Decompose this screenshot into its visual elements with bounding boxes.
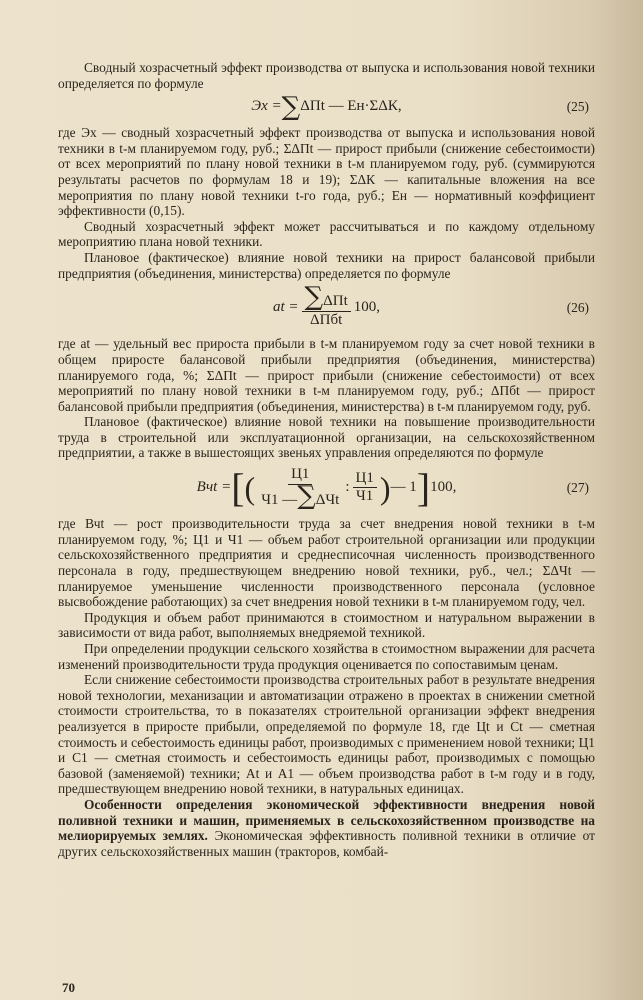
colon: :: [345, 478, 350, 495]
denominator: ΔПбt: [310, 311, 343, 328]
paragraph: где Вчt — рост производительности труда за счет внедрения новой техники в t-м планируемом году, %; Ц1 и Ч1 — объем работ строительной организации или продукции сельскохозяйственного предприятия и среднесписочная численность производственного персонала в году, предшествующем внедрению новой техники, руб., чел.; ΣΔЧt — планируемое уменьшение численности производственного персонала (условное высвобождение работающих) за счет внедрения новой техники в t-м планируемом году, чел.: [58, 516, 595, 610]
formula-25: [58, 92, 595, 123]
section-heading: Особенности определения экономической эффективности внедрения новой поливной техники и машин, применяемых в сельскохозяйственном производстве на мелиорируемых землях.: [58, 796, 595, 844]
numerator: Ц1: [288, 467, 312, 485]
paragraph: При определении продукции сельского хозяйства в стоимостном выражении для расчета изменений производительности труда продукция оценивается по сопоставимым ценам.: [58, 641, 595, 672]
formula-26: [58, 282, 595, 328]
formula-tail: 100,: [353, 298, 380, 315]
fraction-a: [258, 466, 342, 511]
paragraph: Сводный хозрасчетный эффект производства от выпуска и использования новой техники определяется по формуле: [58, 60, 595, 91]
sum-symbol: ∑: [304, 282, 324, 313]
denominator-right: ΔЧt: [315, 491, 340, 508]
paragraph: Плановое (фактическое) влияние новой техники на повышение производительности труда в строительной или эксплуатационной организации, на сельскохозяйственном предприятии, а также в вышестоящих звеньях управления определяются по формуле: [58, 414, 595, 461]
paragraph: Если снижение себестоимости производства строительных работ в результате внедрения новой технологии, механизации и автоматизации отражено в проектах в снижении сметной стоимости строительства, то в показателях строительной организации эффект внедрения реализуется в приросте прибыли, определяемой по формуле 18, где Цt и Сt — сметная стоимость и себестоимость единицы работ, производимых с применением новой техники; Ц1 и С1 — сметная стоимость и себестоимость единицы работ, производимых с помощью базовой (заменяемой) техники; At и A1 — объем производства работ в t-м году и в году, предшествующем внедрению новой техники, в натуральных единицах.: [58, 672, 595, 797]
open-paren: (: [244, 469, 256, 506]
formula-tail: 100,: [430, 478, 457, 495]
formula-number: (26): [566, 299, 589, 315]
formula-number: (25): [566, 99, 589, 115]
paragraph: где at — удельный вес прироста прибыли в t-м планируемом году за счет новой техники в общем приросте балансовой прибыли предприятия (объединения, министерства) планируемого года, %; ΣΔПt — прирост прибыли (снижение себестоимости) от всех мероприятий по плану новой техники в t-м планируемом году, руб.; ΔПбt — прирост балансовой прибыли предприятия (объединения, министерства) в t-м планируемом году, руб.: [58, 336, 595, 414]
paragraph: Продукция и объем работ принимаются в стоимостном и натуральном выражении в зависимости от вида работ, выполняемых внедряемой техникой.: [58, 609, 595, 641]
formula-lhs: Эх =: [251, 98, 282, 115]
paragraph: где Эх — сводный хозрасчетный эффект производства от выпуска и использования новой техники в t-м планируемом году, руб.; ΣΔПt — прирост прибыли (снижение себестоимости) от всех мероприятий по плану новой техники в t-м планируемом году, руб. (суммируются результаты расчетов по формулам 18 и 19); ΣΔК — капитальные вложения на все мероприятия по плану новой техники t-го года, руб.; Ен — нормативный коэффициент эффективности (0,15).: [58, 125, 595, 219]
denominator: Ч1: [356, 488, 374, 505]
numerator: Ц1: [353, 471, 377, 489]
close-paren: ): [379, 469, 391, 506]
formula-27: [58, 464, 595, 511]
denominator-left: Ч1 —: [261, 491, 298, 508]
page-number: 70: [62, 980, 75, 995]
sum-symbol: ∑: [281, 92, 301, 123]
fraction-b: [353, 471, 377, 505]
formula-body: ΔПt — Ен·ΣΔК,: [300, 98, 402, 115]
close-bracket: ]: [416, 464, 431, 510]
paragraph: Сводный хозрасчетный эффект может рассчитываться и по каждому отдельному мероприятию плана новой техники.: [58, 218, 595, 250]
paragraph-text: Экономическая эффективность поливной техники в отличие от других сельскохозяйственных машин (тракторов, комбай-: [58, 828, 595, 859]
open-bracket: [: [231, 464, 245, 510]
numerator: ΔПt: [323, 293, 348, 310]
formula-lhs: at =: [272, 298, 299, 315]
formula-number: (27): [566, 479, 589, 495]
fraction: [302, 282, 351, 328]
paragraph: [58, 797, 595, 859]
minus-one: — 1: [390, 478, 417, 495]
paragraph: Плановое (фактическое) влияние новой техники на прирост балансовой прибыли предприятия (объединения, министерства) определяется по формуле: [58, 249, 595, 281]
sum-symbol: ∑: [297, 480, 316, 511]
formula-lhs: Вчt =: [196, 478, 232, 495]
